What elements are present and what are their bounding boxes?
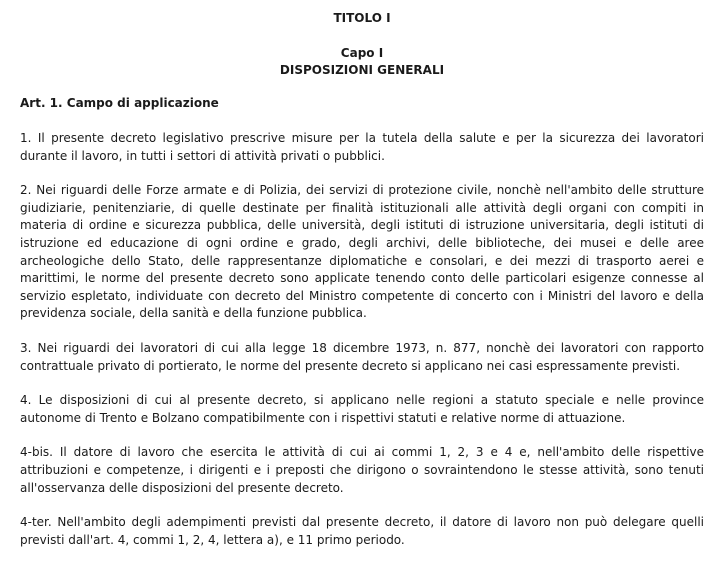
paragraph-2: 2. Nei riguardi delle Forze armate e di Polizia, dei servizi di protezione civile, nonchè nell'ambito delle strutture giudiziarie, penitenziarie, di quelle destinate per finalità istituzionali alle attività degli organi con compiti in materia di ordine e sicurezza pubblica, delle università, degli istituti di istruzione universitaria, degli istituti di istruzione ed educazione di ogni ordine e grado, degli archivi, delle biblioteche, dei musei e delle aree archeologiche dello Stato, delle rappresentanze diplomatiche e consolari, e dei mezzi di trasporto aerei e marittimi, le norme del presente decreto sono applicate tenendo conto delle particolari esigenze connesse al servizio espletato, individuate con decreto del Ministro competente di concerto con i Ministri del lavoro e della previdenza sociale, della sanità e della funzione pubblica.	[20, 183, 704, 321]
article-heading: Art. 1. Campo di applicazione	[20, 96, 219, 110]
chapter-number: Capo I	[340, 46, 384, 60]
paragraph-1: 1. Il presente decreto legislativo prescrive misure per la tutela della salute e per la sicurezza dei lavoratori durante il lavoro, in tutti i settori di attività privati o pubblici.	[20, 131, 704, 163]
paragraph-4-ter: 4-ter. Nell'ambito degli adempimenti previsti dal presente decreto, il datore di lavoro non può delegare quelli previsti dall'art. 4, commi 1, 2, 4, lettera a), e 11 primo periodo.	[20, 515, 704, 547]
article-body	[20, 130, 704, 549]
title-block	[20, 10, 704, 79]
document-title: TITOLO I	[333, 11, 391, 25]
chapter-title: DISPOSIZIONI GENERALI	[279, 63, 445, 77]
paragraph-4: 4. Le disposizioni di cui al presente decreto, si applicano nelle regioni a statuto speciale e nelle province autonome di Trento e Bolzano compatibilmente con i rispettivi statuti e relative norme di attuazione.	[20, 393, 704, 425]
paragraph-3: 3. Nei riguardi dei lavoratori di cui alla legge 18 dicembre 1973, n. 877, nonchè dei lavoratori con rapporto contrattuale privato di portierato, le norme del presente decreto si applicano nei casi espressamente previsti.	[20, 340, 704, 373]
paragraph-4-bis: 4-bis. Il datore di lavoro che esercita le attività di cui ai commi 1, 2, 3 e 4 e, nell'ambito delle rispettive attribuzioni e competenze, i dirigenti e i preposti che dirigono o sovraintendono le stesse attività, sono tenuti all'osservanza delle disposizioni del presente decreto.	[20, 445, 704, 495]
